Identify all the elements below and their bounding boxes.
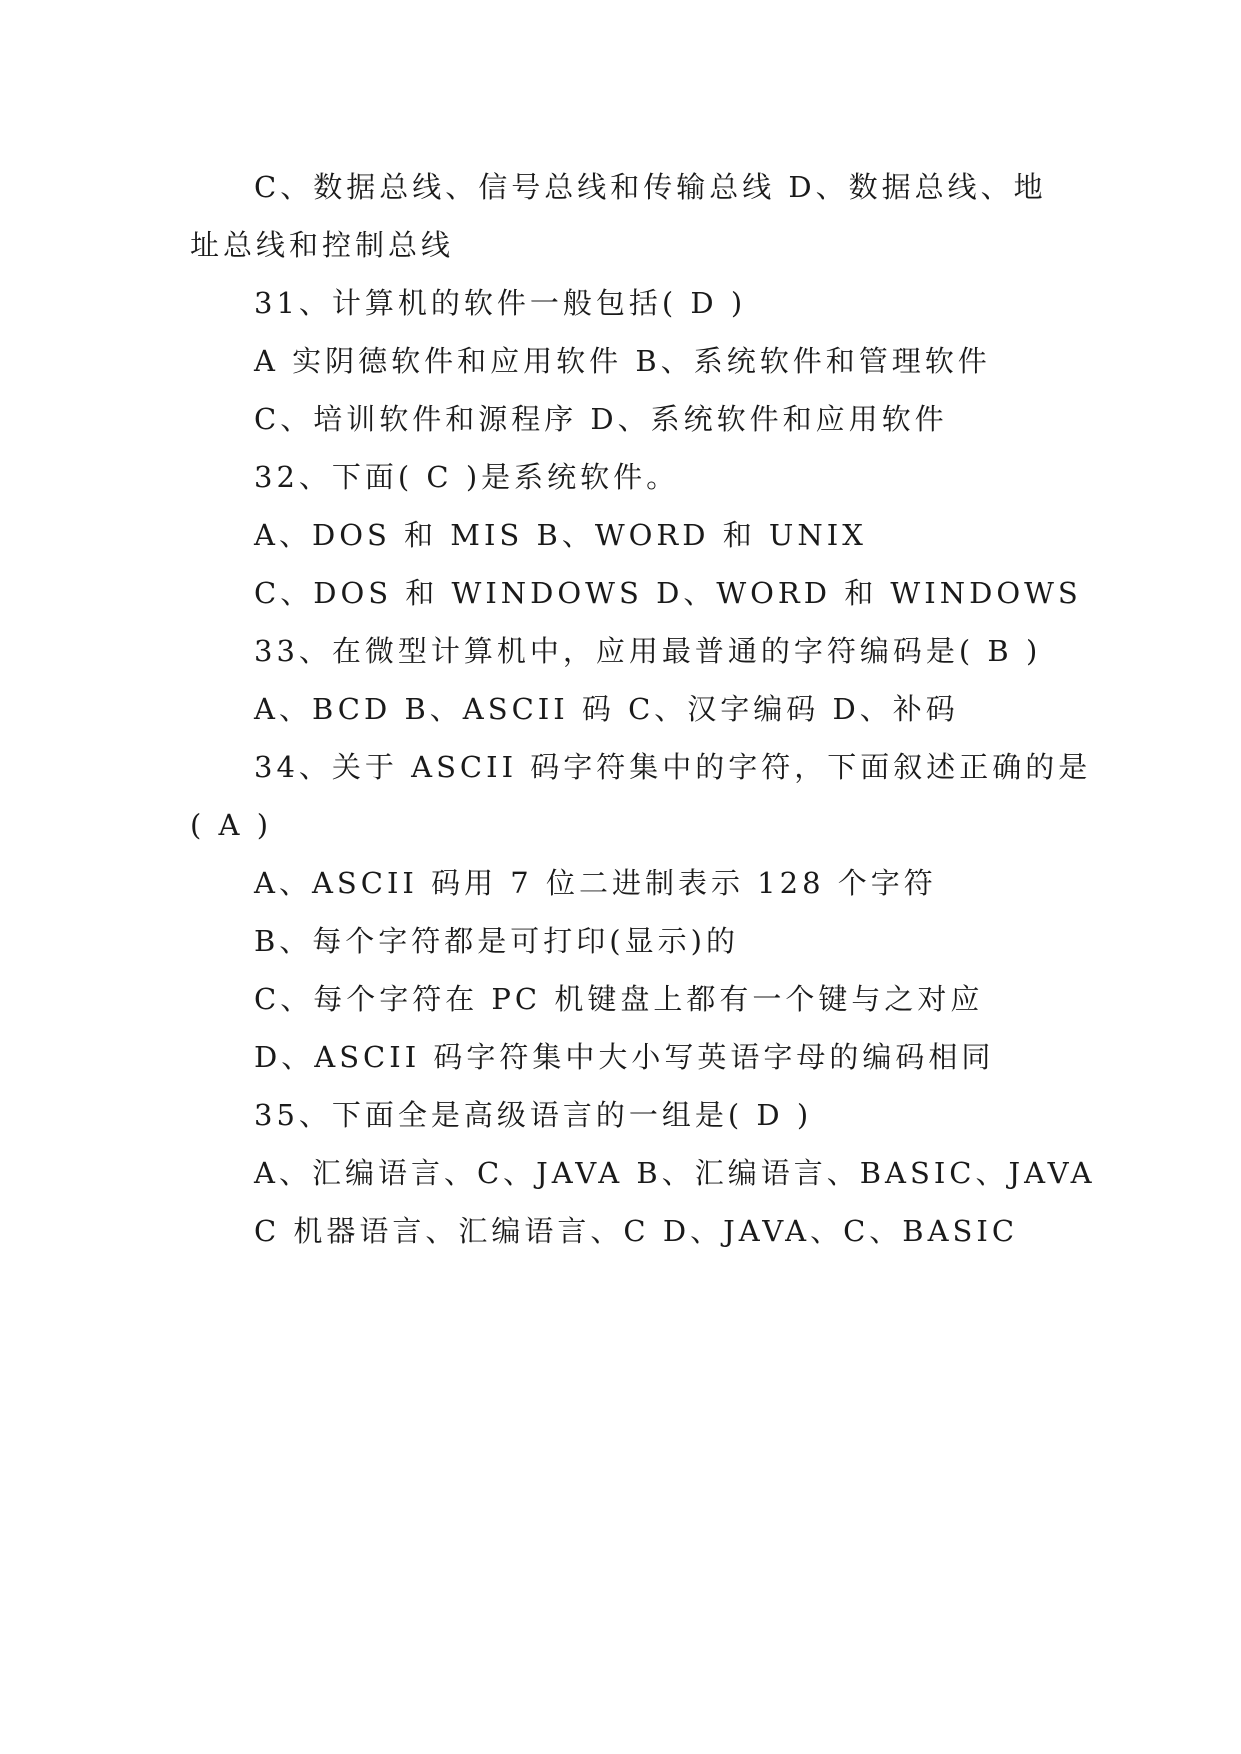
question-33-options: A、BCD B、ASCII 码 C、汉字编码 D、补码 — [254, 692, 959, 726]
question-34-option-d: D、ASCII 码字符集中大小写英语字母的编码相同 — [254, 1040, 995, 1074]
question-34-option-c: C、每个字符在 PC 机键盘上都有一个键与之对应 — [254, 982, 984, 1016]
question-32-options-cd: C、DOS 和 WINDOWS D、WORD 和 WINDOWS — [254, 576, 1082, 610]
question-35-options-cd: C 机器语言、汇编语言、C D、JAVA、C、BASIC — [254, 1214, 1019, 1248]
question-34-option-a: A、ASCII 码用 7 位二进制表示 128 个字符 — [254, 866, 937, 900]
question-33: 33、在微型计算机中，应用最普通的字符编码是( B ) — [254, 634, 1042, 668]
question-35: 35、下面全是高级语言的一组是( D ) — [254, 1098, 813, 1132]
question-35-options-ab: A、汇编语言、C、JAVA B、汇编语言、BASIC、JAVA — [254, 1156, 1096, 1190]
question-31-options-cd: C、培训软件和源程序 D、系统软件和应用软件 — [254, 402, 948, 436]
text-line: C、数据总线、信号总线和传输总线 D、数据总线、地 — [254, 170, 1047, 204]
text-line: 址总线和控制总线 — [190, 228, 455, 262]
question-34-answer: ( A ) — [190, 808, 273, 842]
question-34: 34、关于 ASCII 码字符集中的字符，下面叙述正确的是 — [254, 750, 1092, 784]
question-32-options-ab: A、DOS 和 MIS B、WORD 和 UNIX — [254, 518, 867, 552]
question-32: 32、下面( C )是系统软件。 — [254, 460, 680, 494]
document-body — [190, 158, 1096, 1260]
question-31: 31、计算机的软件一般包括( D ) — [254, 286, 747, 320]
question-31-options-ab: A 实阴德软件和应用软件 B、系统软件和管理软件 — [254, 344, 991, 378]
question-34-option-b: B、每个字符都是可打印(显示)的 — [254, 924, 739, 958]
